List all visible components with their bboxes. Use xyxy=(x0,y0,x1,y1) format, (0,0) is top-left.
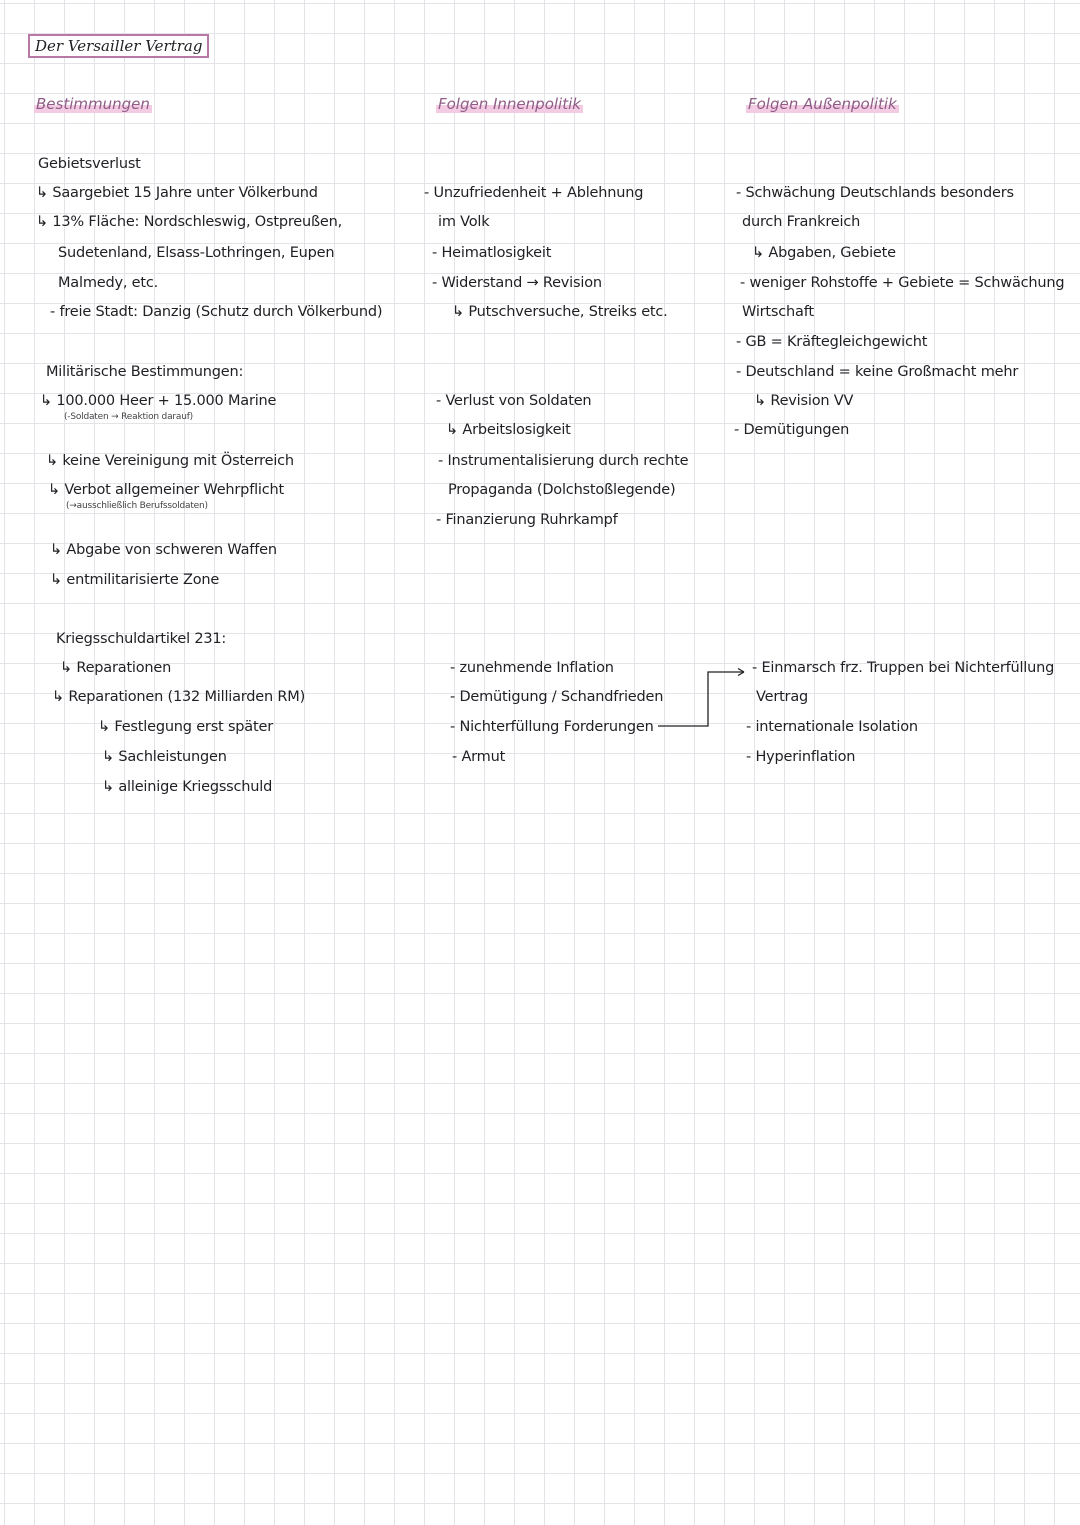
note-line: ↳ Revision VV xyxy=(754,393,854,409)
heading-bestimmungen: Bestimmungen xyxy=(36,95,150,113)
note-line: - Hyperinflation xyxy=(746,749,856,765)
note-line: durch Frankreich xyxy=(742,214,861,230)
note-line: ↳ Putschversuche, Streiks etc. xyxy=(452,304,668,320)
note-line: im Volk xyxy=(438,214,490,230)
note-line: ↳ Abgabe von schweren Waffen xyxy=(50,542,277,558)
note-line: Gebietsverlust xyxy=(38,156,141,172)
note-subline: (-Soldaten → Reaktion darauf) xyxy=(64,412,193,422)
note-line: - Armut xyxy=(452,749,506,765)
note-line: ↳ keine Vereinigung mit Österreich xyxy=(46,453,294,469)
note-line: - Schwächung Deutschlands besonders xyxy=(736,185,1014,201)
note-line: ↳ Reparationen xyxy=(60,660,172,676)
note-line: - Heimatlosigkeit xyxy=(432,245,552,261)
note-line: ↳ 100.000 Heer + 15.000 Marine xyxy=(40,393,277,409)
connector-arrow xyxy=(650,660,760,740)
note-line: - GB = Kräftegleichgewicht xyxy=(736,334,928,350)
note-line: ↳ entmilitarisierte Zone xyxy=(50,572,220,588)
note-line: - Verlust von Soldaten xyxy=(436,393,592,409)
heading-folgen-aussenpolitik: Folgen Außenpolitik xyxy=(748,95,897,113)
note-line: ↳ Reparationen (132 Milliarden RM) xyxy=(52,689,306,705)
note-line: Malmedy, etc. xyxy=(58,275,159,291)
note-line: ↳ 13% Fläche: Nordschleswig, Ostpreußen, xyxy=(36,214,343,230)
note-line: - Instrumentalisierung durch rechte xyxy=(438,453,689,469)
note-line: ↳ Saargebiet 15 Jahre unter Völkerbund xyxy=(36,185,318,201)
note-line: ↳ Arbeitslosigkeit xyxy=(446,422,571,438)
note-line: - Finanzierung Ruhrkampf xyxy=(436,512,618,528)
note-line: - Widerstand → Revision xyxy=(432,275,602,291)
note-line: ↳ Sachleistungen xyxy=(102,749,227,765)
note-line: ↳ Abgaben, Gebiete xyxy=(752,245,896,261)
note-line: ↳ Festlegung erst später xyxy=(98,719,273,735)
note-line: Sudetenland, Elsass-Lothringen, Eupen xyxy=(58,245,335,261)
note-line: - freie Stadt: Danzig (Schutz durch Völkerbund) xyxy=(50,304,383,320)
note-line: - weniger Rohstoffe + Gebiete = Schwächung xyxy=(740,275,1065,291)
note-line: ↳ Verbot allgemeiner Wehrpflicht xyxy=(48,482,285,498)
note-line: - zunehmende Inflation xyxy=(450,660,614,676)
page-title: Der Versailler Vertrag xyxy=(28,34,209,58)
note-line: - internationale Isolation xyxy=(746,719,918,735)
note-line: Kriegsschuldartikel 231: xyxy=(56,631,227,647)
note-line: Propaganda (Dolchstoßlegende) xyxy=(448,482,676,498)
note-line: Vertrag xyxy=(756,689,809,705)
note-line: Wirtschaft xyxy=(742,304,814,320)
note-line: - Demütigungen xyxy=(734,422,850,438)
note-subline: (→ausschließlich Berufssoldaten) xyxy=(66,501,208,511)
heading-folgen-innenpolitik: Folgen Innenpolitik xyxy=(438,95,581,113)
note-line: - Nichterfüllung Forderungen xyxy=(450,719,654,735)
note-line: - Demütigung / Schandfrieden xyxy=(450,689,664,705)
note-line: Militärische Bestimmungen: xyxy=(46,364,244,380)
note-line: - Deutschland = keine Großmacht mehr xyxy=(736,364,1019,380)
note-line: ↳ alleinige Kriegsschuld xyxy=(102,779,273,795)
note-line: - Unzufriedenheit + Ablehnung xyxy=(424,185,644,201)
note-line: - Einmarsch frz. Truppen bei Nichterfüllung xyxy=(752,660,1055,676)
